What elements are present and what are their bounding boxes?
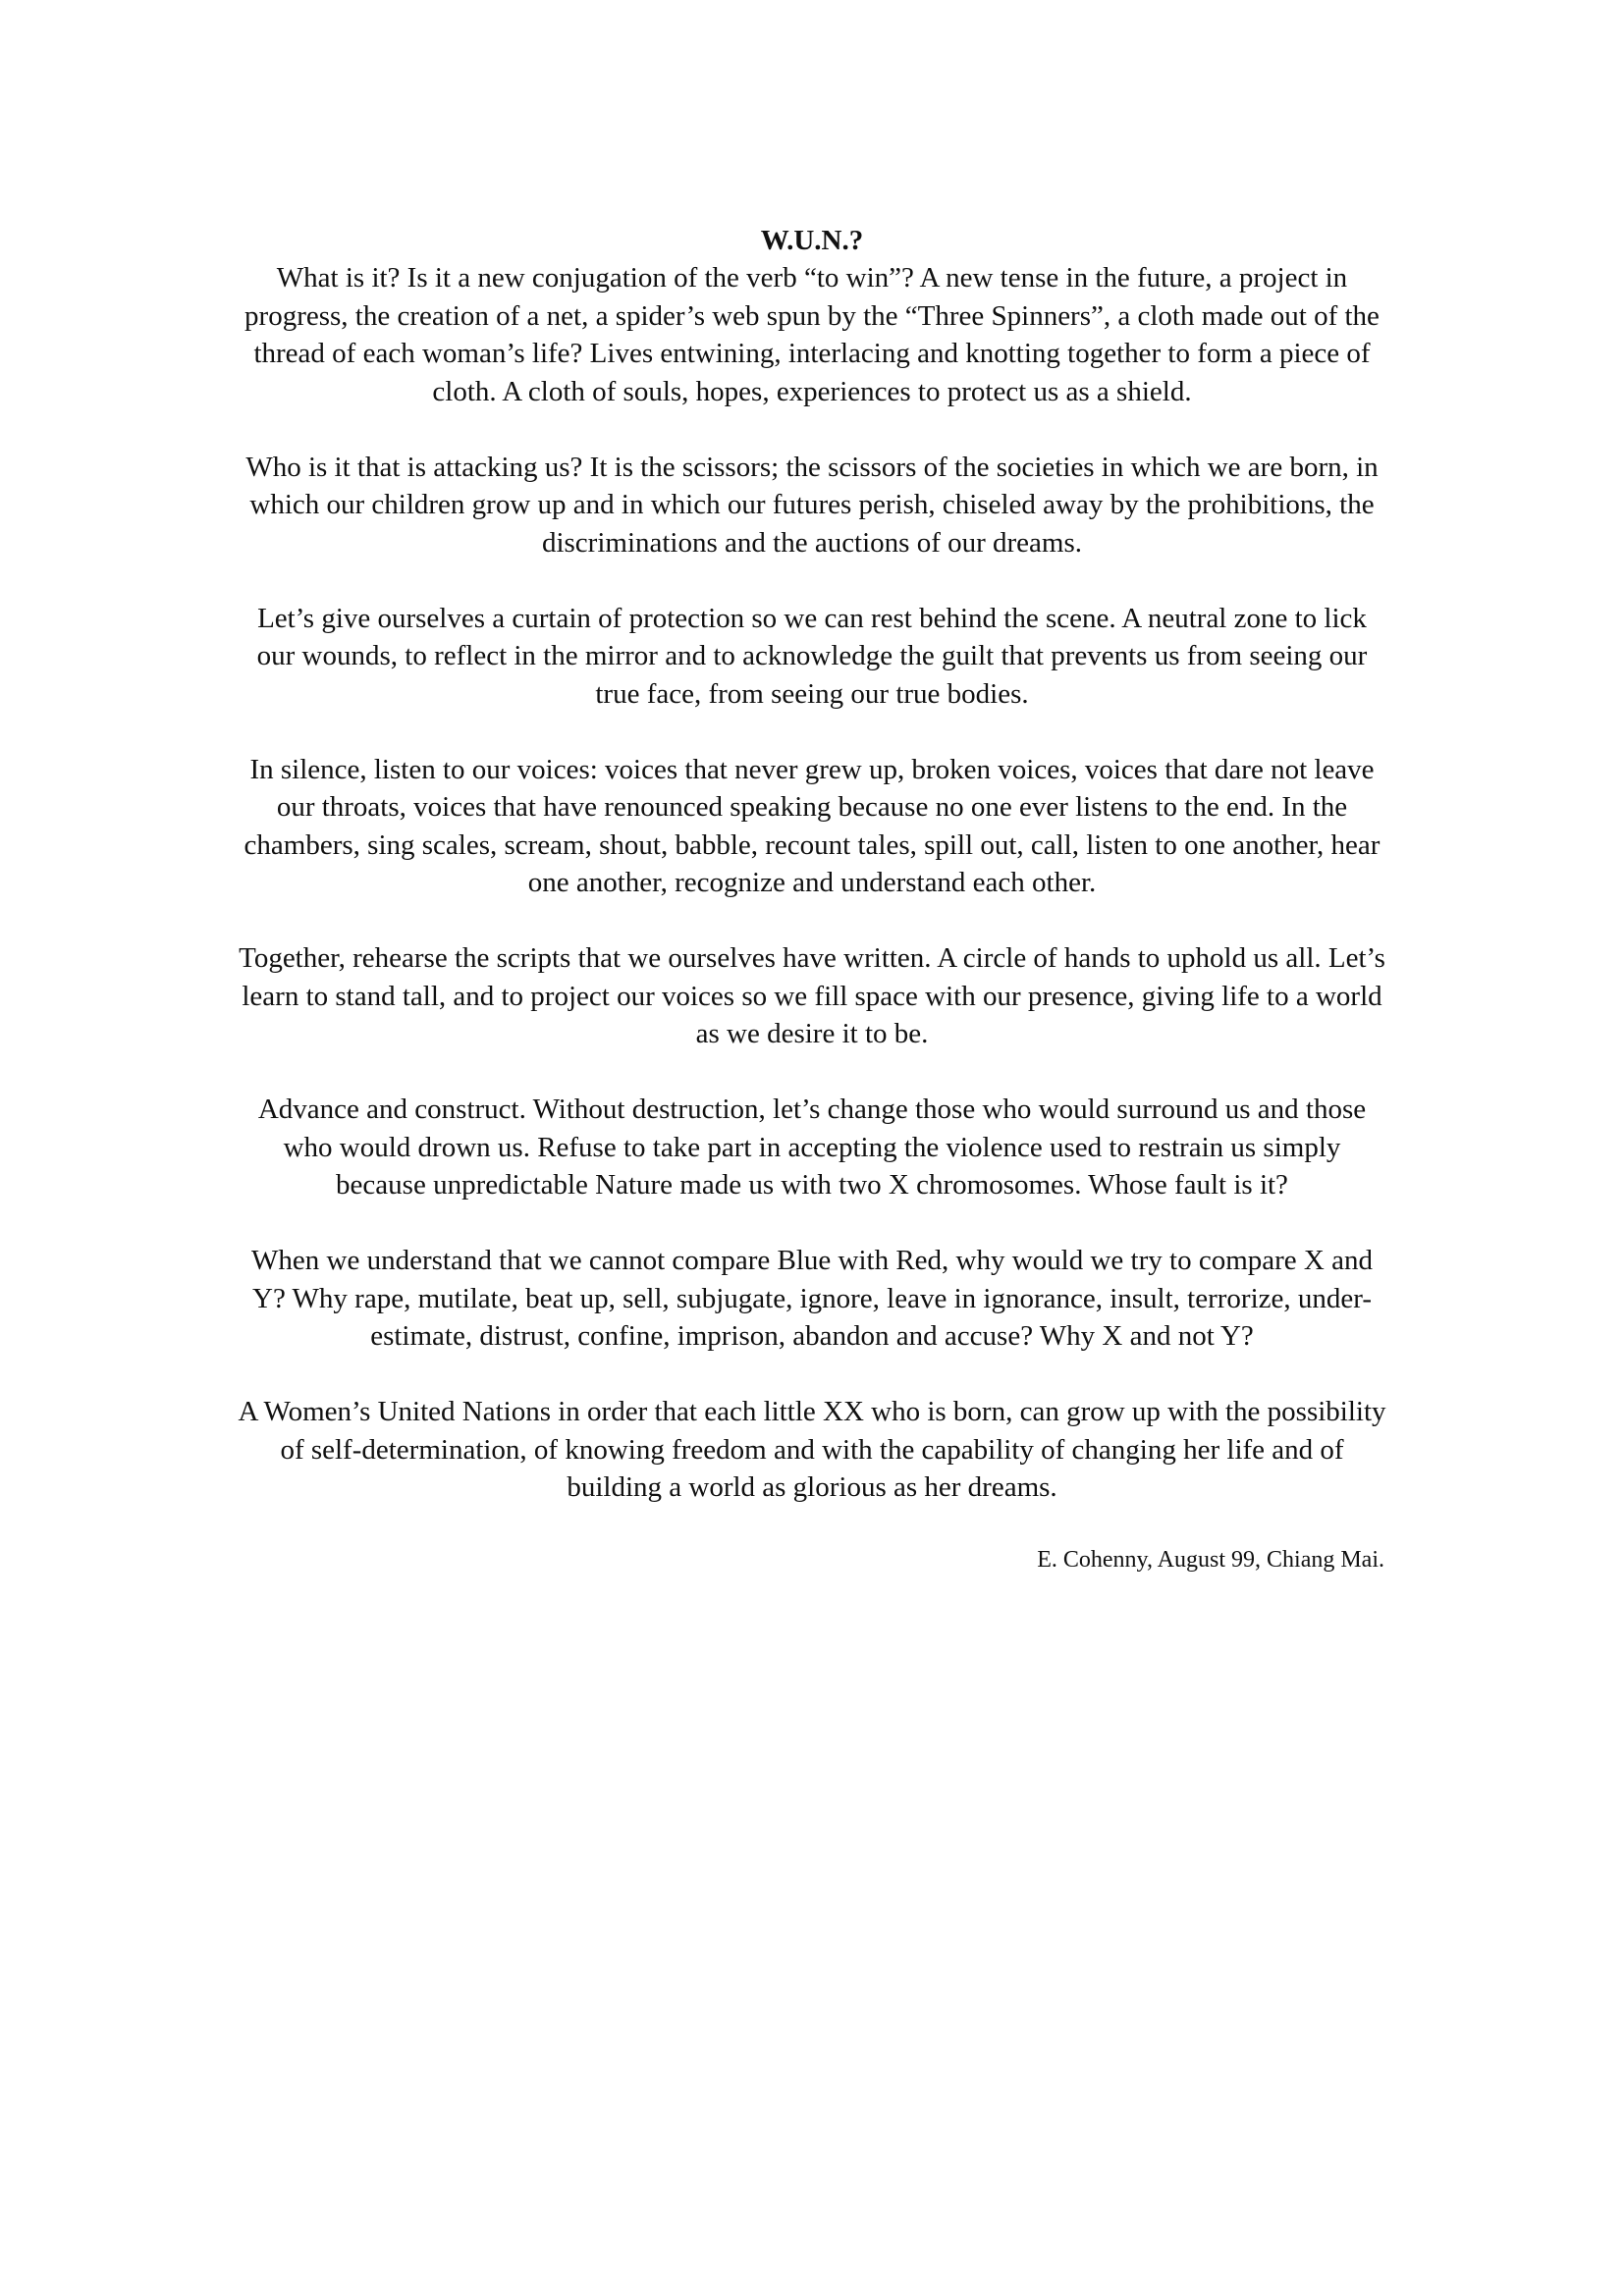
paragraph-who-is-attacking: Who is it that is attacking us? It is the scissors; the scissors of the societies in which we are born, in which our children grow up and in which our futures perish, chiseled away by the prohibitions, the discriminations and the auctions of our dreams. bbox=[245, 451, 1379, 559]
author-signature: E. Cohenny, August 99, Chiang Mai. bbox=[1037, 1547, 1384, 1573]
paragraph-rehearse-scripts: Together, rehearse the scripts that we ourselves have written. A circle of hands to uphold us all. Let’s learn to stand tall, and to project our voices so we fill space with our presence, giving life to a world as we desire it to be. bbox=[239, 942, 1385, 1049]
paragraph-blue-with-red: When we understand that we cannot compare Blue with Red, why would we try to compare X and Y? Why rape, mutilate, beat up, sell, subjugate, ignore, leave in ignorance, insult, terrorize, under-estimate, distrust, confine, imprison, abandon and accuse? Why X and not Y? bbox=[251, 1245, 1373, 1352]
paragraph-curtain-of-protection: Let’s give ourselves a curtain of protection so we can rest behind the scene. A neutral zone to lick our wounds, to reflect in the mirror and to acknowledge the guilt that prevents us from seeing our true face, from seeing our true bodies. bbox=[256, 602, 1368, 710]
paragraph-what-is-it: What is it? Is it a new conjugation of the verb “to win”? A new tense in the future, a project in progress, the creation of a net, a spider’s web spun by the “Three Spinners”, a cloth made out of the thread of each woman’s life? Lives entwining, interlacing and knotting together to form a piece of cloth. A cloth of souls, hopes, experiences to protect us as a shield. bbox=[244, 262, 1380, 407]
paragraph-womens-united-nations: A Women’s United Nations in order that each little XX who is born, can grow up with the possibility of self-determination, of knowing freedom and with the capability of changing her life and of building a world as glorious as her dreams. bbox=[238, 1396, 1386, 1503]
document-body bbox=[236, 222, 1388, 1575]
document-title: W.U.N.? bbox=[760, 225, 864, 256]
paragraph-listen-to-our-voices: In silence, listen to our voices: voices that never grew up, broken voices, voices that dare not leave our throats, voices that have renounced speaking because no one ever listens to the end. In the chambers, sing scales, scream, shout, babble, recount tales, spill out, call, listen to one another, hear one another, recognize and understand each other. bbox=[244, 753, 1380, 898]
paragraph-advance-and-construct: Advance and construct. Without destruction, let’s change those who would surround us and those who would drown us. Refuse to take part in accepting the violence used to restrain us simply because unpredictable Nature made us with two X chromosomes. Whose fault is it? bbox=[257, 1094, 1367, 1201]
